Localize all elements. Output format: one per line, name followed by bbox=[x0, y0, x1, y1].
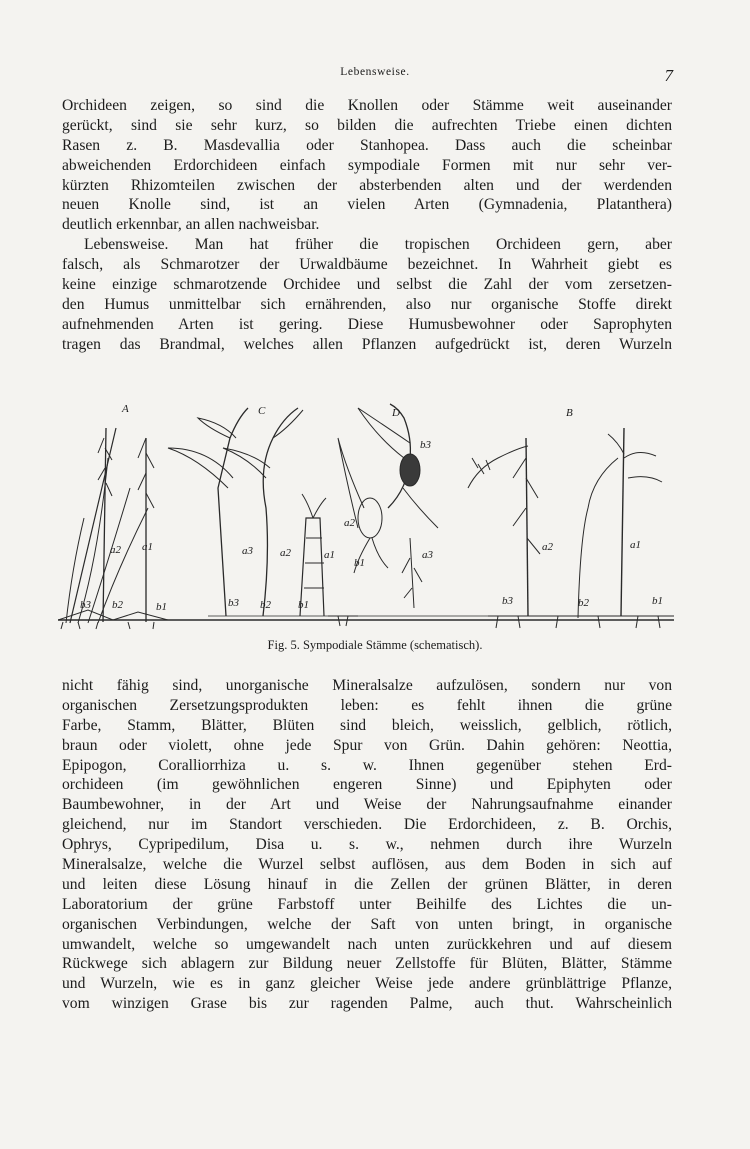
text-line: organischen Verbindungen, welche der Saft von unten bringt, in organische bbox=[62, 915, 672, 933]
panel-c-drawing bbox=[168, 408, 358, 626]
text-line: und leiten diese Lösung hinauf in die Zellen der grünen Blätter, in deren bbox=[62, 875, 672, 893]
text-line: braun oder violett, ohne jede Spur von Grün. Dahin gehören: Neottia, bbox=[62, 736, 672, 754]
text-line: aufnehmenden Arten ist gering. Diese Humusbewohner oder Saprophyten bbox=[62, 315, 672, 333]
text-line: Orchideen zeigen, so sind die Knollen oder Stämme weit auseinander bbox=[62, 97, 672, 114]
text-block-bottom bbox=[62, 676, 672, 1014]
text-line: umwandelt, welche so umgewandelt nach unten zurückkehren und auf diesem bbox=[62, 935, 672, 953]
plant-illustration bbox=[58, 398, 674, 630]
text-line: gleichend, nur im Standort verschieden. Die Erdorchideen, z. B. Orchis, bbox=[62, 816, 672, 834]
label-d-b1: b1 bbox=[354, 557, 365, 569]
label-c-a2: a2 bbox=[280, 547, 291, 559]
label-c-a1: a1 bbox=[324, 549, 335, 561]
label-a-b1: b1 bbox=[156, 601, 167, 613]
text-line: den Humus unmittelbar sich ernährenden, also nur organische Stoffe direkt bbox=[62, 295, 672, 313]
label-c-a3: a3 bbox=[242, 545, 253, 557]
label-a-b3: b3 bbox=[80, 599, 91, 611]
panel-b-drawing bbox=[468, 428, 674, 628]
label-d-b3: b3 bbox=[420, 439, 431, 451]
text-line: Baumbewohner, in der Art und Weise der Nahrungsaufnahme einander bbox=[62, 796, 672, 814]
label-b-a2: a2 bbox=[542, 541, 553, 553]
panel-d-drawing bbox=[338, 404, 438, 608]
text-line: Laboratorium der grüne Farbstoff unter Beihilfe des Lichtes die un- bbox=[62, 895, 672, 913]
text-line: Epipogon, Coralliorrhiza u. s. w. Ihnen gegenüber stehen Erd- bbox=[62, 756, 672, 774]
panel-label-a: A bbox=[122, 403, 129, 415]
text-line: abweichenden Erdorchideen einfach sympodiale Formen mit nur sehr ver- bbox=[62, 156, 672, 174]
text-line: orchideen (im gewöhnlichen engeren Sinne) und Epiphyten oder bbox=[62, 776, 672, 794]
text-line: falsch, als Schmarotzer der Urwaldbäume bezeichnet. In Wahrheit giebt es bbox=[62, 256, 672, 274]
text-line: Lebensweise. Man hat früher die tropischen Orchideen gern, aber bbox=[84, 236, 672, 254]
text-line: kürzten Rhizomteilen zwischen der absterbenden alten und der werdenden bbox=[62, 176, 672, 194]
text-line: gerückt, sind sie sehr kurz, so bilden die aufrechten Triebe einen dichten bbox=[62, 116, 672, 134]
text-block-top bbox=[62, 96, 672, 355]
label-a-b2: b2 bbox=[112, 599, 123, 611]
panel-label-c: C bbox=[258, 405, 266, 417]
panel-label-b: B bbox=[566, 407, 573, 419]
text-line: Farbe, Stamm, Blätter, Blüten sind bleich, weisslich, gelblich, rötlich, bbox=[62, 716, 672, 734]
text-line: Ophrys, Cypripedilum, Disa u. s. w., nehmen durch ihre Wurzeln bbox=[62, 836, 672, 854]
label-b-b1: b1 bbox=[652, 595, 663, 607]
page-number: 7 bbox=[664, 66, 673, 85]
text-line: Rasen z. B. Masdevallia oder Stanhopea. Dass auch die scheinbar bbox=[62, 136, 672, 154]
label-b-a1: a1 bbox=[630, 539, 641, 551]
figure-caption: Fig. 5. Sympodiale Stämme (schematisch). bbox=[267, 638, 483, 652]
label-d-a3: a3 bbox=[422, 549, 433, 561]
text-line: nicht fähig sind, unorganische Mineralsalze aufzulösen, sondern nur von bbox=[62, 677, 672, 694]
label-d-a2: a2 bbox=[344, 517, 355, 529]
text-line: neuen Knolle sind, ist an vielen Arten (Gymnadenia, Platanthera) bbox=[62, 196, 672, 214]
label-a-a1: a1 bbox=[142, 541, 153, 553]
text-line: organischen Zersetzungsprodukten leben: es fehlt ihnen die grüne bbox=[62, 696, 672, 714]
text-line: Mineralsalze, welche die Wurzel selbst auflösen, aus dem Boden in sich auf bbox=[62, 856, 672, 874]
label-c-b3: b3 bbox=[228, 597, 239, 609]
text-line: keine einzige schmarotzende Orchidee und selbst die Zahl der vom zersetzen- bbox=[62, 276, 672, 294]
text-line: deutlich erkennbar, an allen nachweisbar. bbox=[62, 216, 320, 234]
running-head: Lebensweise. bbox=[340, 66, 410, 78]
label-c-b1: b1 bbox=[298, 599, 309, 611]
text-line: tragen das Brandmal, welches allen Pflanzen aufgedrückt ist, deren Wurzeln bbox=[62, 335, 672, 353]
text-line: vom winzigen Grase bis zur ragenden Palme, auch thut. Wahrscheinlich bbox=[62, 995, 672, 1013]
label-a-a2: a2 bbox=[110, 544, 121, 556]
text-line: Rückwege sich ablagern zur Bildung neuer Zellstoffe für Blüten, Blätter, Stämme bbox=[62, 955, 672, 973]
label-c-b2: b2 bbox=[260, 599, 271, 611]
label-b-b3: b3 bbox=[502, 595, 513, 607]
text-line: und Wurzeln, wie es in ganz gleicher Weise jede andere grünblättrige Pflanze, bbox=[62, 975, 672, 993]
panel-label-d: D bbox=[392, 407, 400, 419]
label-b-b2: b2 bbox=[578, 597, 589, 609]
figure-sympodial-stems bbox=[58, 398, 674, 630]
